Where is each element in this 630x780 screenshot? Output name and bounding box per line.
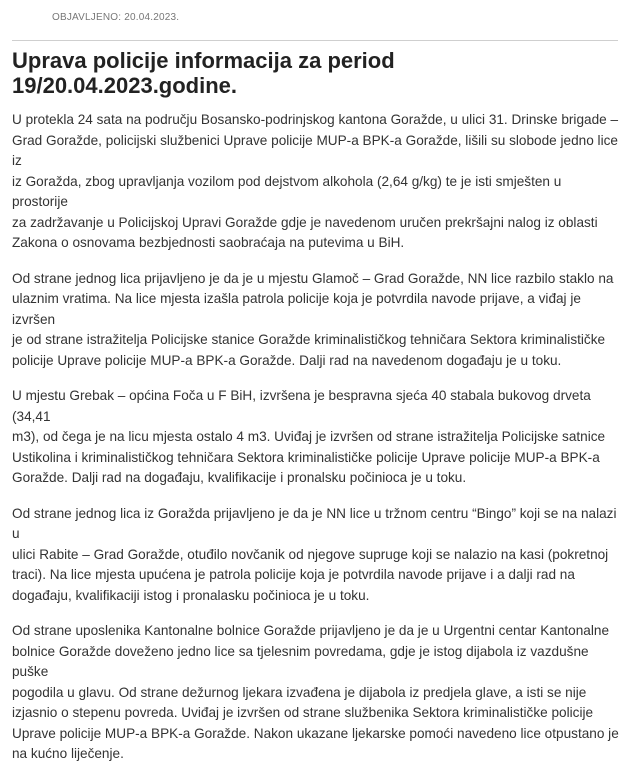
article-paragraph: Od strane jednog lica iz Goražda prijavljeno je da je NN lice u tržnom centru “Bingo” koji se na nalazi u ulici Rabite – Grad Goražde, otuđilo novčanik od njegove supruge koji se nalazio na kasi (pokretnoj traci). Na lice mjesta upućena je patrola policije koja je potvrdila navode prijave i a dalji rad na događaju, kvalifikaciji istog i pronalasku počinioca je u toku. <box>12 505 617 603</box>
published-label: OBJAVLJENO: <box>52 12 122 23</box>
article-body <box>12 110 620 780</box>
published-date: 20.04.2023. <box>124 12 180 23</box>
publish-meta <box>52 12 179 23</box>
article-title: Uprava policije informacija za period 19/20.04.2023.godine. <box>12 48 395 98</box>
article-paragraph: U protekla 24 sata na području Bosansko-podrinjskog kantona Goražde, u ulici 31. Drinske brigade – Grad Goražde, policijski službenici Uprave policije MUP-a BPK-a Goražde, lišili su slobode jedno lice iz iz Goražda, zbog upravljanja vozilom pod dejstvom alkohola (2,64 g/kg) te je isti smješten u prostorije za zadržavanje u Policijskoj Upravi Goražde gdje je navedenom uručen prekršajni nalog iz oblasti Zakona o osnovama bezbjednosti saobraćaja na putevima u BiH. <box>12 112 619 250</box>
header-divider <box>12 40 618 41</box>
article-paragraph: U mjestu Grebak – općina Foča u F BiH, izvršena je bespravna sjeća 40 stabala bukovog drveta (34,41 m3), od čega je na licu mjesta ostalo 4 m3. Uviđaj je izvršen od strane istražitelja Policijske satnice Ustikolina i kriminalističkog tehničara Sektora kriminalističke policije Uprave policije MUP-a BPK-a Goražde. Dalji rad na događaju, kvalifikacije i pronalsku počinioca je u toku. <box>12 388 606 485</box>
article-paragraph: Od strane jednog lica prijavljeno je da je u mjestu Glamoč – Grad Goražde, NN lice razbilo staklo na ulaznim vratima. Na lice mjesta izašla patrola policije koja je potvrdila navode prijave, a viđaj je izvršen je od strane istražitelja Policijske stanice Goražde kriminalističkog tehničara Sektora kriminalističke policije Uprave policije MUP-a BPK-a Goražde. Dalji rad na navedenom događaju je u toku. <box>12 270 614 368</box>
article-paragraph: Od strane uposlenika Kantonalne bolnice Goražde prijavljeno je da je u Urgentni centar Kantonalne bolnice Goražde doveženo jedno lice sa tjelesnim povredama, gdje je istog dijabola iz vazdušne puške pogodila u glavu. Od strane dežurnog ljekara izvađena je dijabola iz predjela glave, a isti se nije izjasnio o stepenu povreda. Uviđaj je izvršen od strane službenika Sektora kriminalističke policije Uprave policije MUP-a BPK-a Goražde. Nakon ukazane ljekarske pomoći navedeno lice otpustano je na kućno liječenje. <box>12 623 619 761</box>
